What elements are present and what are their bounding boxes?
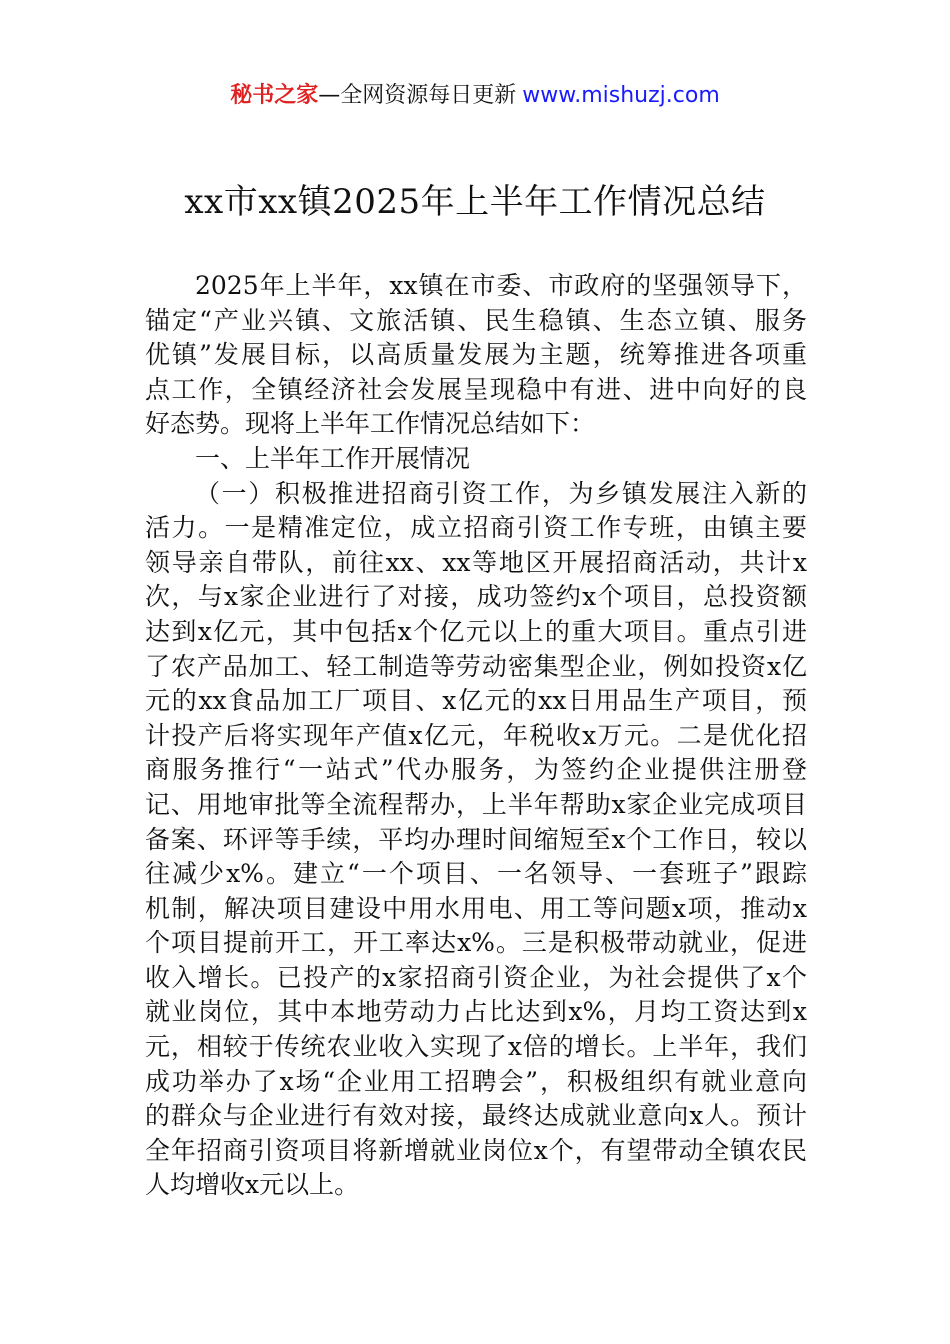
paragraph-line: 2025年上半年，xx镇在市委、市政府的坚强领导下， <box>195 271 807 300</box>
site-url-link[interactable]: www.mishuzj.com <box>522 83 720 108</box>
banner-tagline: —全网资源每日更新 <box>318 83 517 108</box>
paragraph-line: 好态势。现将上半年工作情况总结如下： <box>145 409 596 439</box>
document-title: xx市xx镇2025年上半年工作情况总结 <box>184 182 766 222</box>
paragraph-line: 了农产品加工、轻工制造等劳动密集型企业，例如投资x亿 <box>145 651 807 681</box>
paragraph-line: 点工作，全镇经济社会发展呈现稳中有进、进中向好的良 <box>145 374 807 404</box>
document-body <box>145 269 807 1203</box>
paragraph-line: 全年招商引资项目将新增就业岗位x个，有望带动全镇农民 <box>145 1135 807 1165</box>
paragraph-line: 计投产后将实现年产值x亿元，年税收x万元。二是优化招 <box>145 720 807 750</box>
paragraph-line: 次，与x家企业进行了对接，成功签约x个项目，总投资额 <box>145 582 807 612</box>
paragraph-line: 人均增收x元以上。 <box>145 1170 360 1200</box>
paragraph-line: 优镇”发展目标，以高质量发展为主题，统筹推进各项重 <box>145 340 807 370</box>
paragraph-line: 的群众与企业进行有效对接，最终达成就业意向x人。预计 <box>145 1101 807 1131</box>
paragraph-line: 商服务推行“一站式”代办服务，为签约企业提供注册登 <box>145 755 807 785</box>
paragraph-line: 往减少x%。建立“一个项目、一名领导、一套班子”跟踪 <box>145 859 807 889</box>
paragraph-line: 达到x亿元，其中包括x个亿元以上的重大项目。重点引进 <box>145 616 807 646</box>
paragraph-line: 活力。一是精准定位，成立招商引资工作专班，由镇主要 <box>145 513 807 543</box>
paragraph-line: 元，相较于传统农业收入实现了x倍的增长。上半年，我们 <box>145 1032 807 1062</box>
paragraph-line: 机制，解决项目建设中用水用电、用工等问题x项，推动x <box>145 893 807 923</box>
paragraph-line: 元的xx食品加工厂项目、x亿元的xx日用品生产项目，预 <box>145 686 807 716</box>
paragraph-line: 个项目提前开工，开工率达x%。三是积极带动就业，促进 <box>145 928 807 958</box>
paragraph-line: 锚定“产业兴镇、文旅活镇、民生稳镇、生态立镇、服务 <box>145 305 807 335</box>
paragraph-line: 成功举办了x场“企业用工招聘会”，积极组织有就业意向 <box>145 1066 807 1096</box>
paragraph-line: （一）积极推进招商引资工作，为乡镇发展注入新的 <box>195 478 807 508</box>
site-banner <box>0 80 950 112</box>
paragraph-line: 领导亲自带队，前往xx、xx等地区开展招商活动，共计x <box>145 547 807 577</box>
section-heading: 一、上半年工作开展情况 <box>195 443 471 473</box>
paragraph-line: 备案、环评等手续，平均办理时间缩短至x个工作日，较以 <box>145 824 807 854</box>
paragraph-line: 就业岗位，其中本地劳动力占比达到x%，月均工资达到x <box>145 997 807 1027</box>
paragraph-line: 记、用地审批等全流程帮办，上半年帮助x家企业完成项目 <box>145 789 807 819</box>
paragraph-line: 收入增长。已投产的x家招商引资企业，为社会提供了x个 <box>145 962 807 992</box>
brand-name: 秘书之家 <box>230 83 319 108</box>
